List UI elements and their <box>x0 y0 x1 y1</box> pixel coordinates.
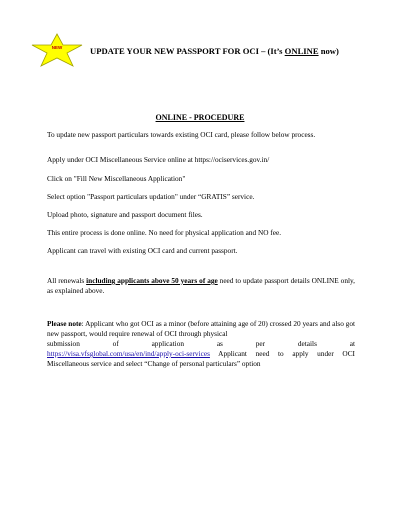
step-paragraph: Apply under OCI Miscellaneous Service online at https://ociservices.gov.in/ <box>47 155 270 164</box>
new-badge-text: NEW <box>51 45 63 50</box>
step-paragraph: This entire process is done online. No need for physical application and NO fee. <box>47 228 282 237</box>
step-paragraph: Click on "Fill New Miscellaneous Application" <box>47 174 186 183</box>
note-label: Please note <box>47 319 82 328</box>
note-continuation: https://visa.vfsglobal.com/usa/en/ind/apply-oci-services Applicant need to apply under OCI Miscellaneous service and select “Change of personal particulars” option <box>47 349 355 368</box>
page-title: UPDATE YOUR NEW PASSPORT FOR OCI – (It’s ONLINE now) <box>90 46 339 56</box>
step-paragraph: Select option "Passport particulars updation" under “GRATIS” service. <box>47 192 255 201</box>
step-paragraph: To update new passport particulars towards existing OCI card, please follow below process. <box>47 130 316 139</box>
step-paragraph: Applicant can travel with existing OCI card and current passport. <box>47 246 238 255</box>
step-paragraph: Upload photo, signature and passport document files. <box>47 210 203 219</box>
section-heading: ONLINE - PROCEDURE <box>155 113 245 122</box>
note-paragraph: Please note: Applicant who got OCI as a minor (before attaining age of 20) crossed 20 years and also got new passport, would require renewal of OCI through physical <box>47 319 356 338</box>
vfs-link[interactable]: https://visa.vfsglobal.com/usa/en/ind/apply-oci-services <box>47 349 210 358</box>
new-star-icon <box>30 33 84 67</box>
renewals-paragraph: All renewals including applicants above 50 years of age need to update passport details ONLINE only, as explained above. <box>47 276 356 295</box>
note-line: submission of application as per details at <box>47 339 355 348</box>
header <box>30 33 380 67</box>
renewals-emphasis: including applicants above 50 years of age <box>86 276 218 285</box>
